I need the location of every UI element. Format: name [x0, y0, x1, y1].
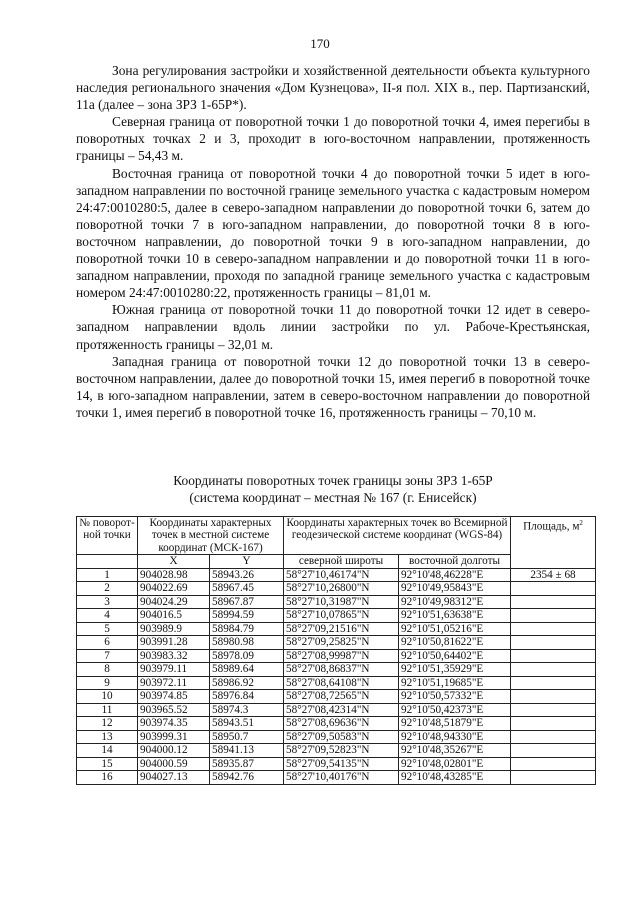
cell-longitude: 92°10'49,95843"E [399, 582, 511, 596]
cell-point-number: 12 [77, 717, 138, 731]
cell-point-number: 1 [77, 568, 138, 582]
table-row [77, 582, 596, 596]
cell-y: 58976.84 [210, 690, 284, 704]
cell-y: 58935.87 [210, 757, 284, 771]
table-row [77, 568, 596, 582]
header-y: Y [210, 555, 284, 568]
cell-longitude: 92°10'48,46228"E [399, 568, 511, 582]
cell-y: 58994.59 [210, 609, 284, 623]
table-row [77, 771, 596, 785]
cell-x: 903972.11 [138, 676, 210, 690]
cell-y: 58943.51 [210, 717, 284, 731]
cell-x: 904000.59 [138, 757, 210, 771]
cell-x: 904028.98 [138, 568, 210, 582]
paragraph-south-border: Южная граница от поворотной точки 11 до поворотной точки 12 идет в северо-западном направлении вдоль линии застройки по ул. Рабоче-Крестьянская, протяженность границы – 32,01 м. [76, 302, 590, 352]
cell-point-number: 8 [77, 663, 138, 677]
cell-area [511, 649, 596, 663]
cell-y: 58984.79 [210, 622, 284, 636]
cell-y: 58989.64 [210, 663, 284, 677]
cell-y: 58978.09 [210, 649, 284, 663]
cell-longitude: 92°10'48,02801"E [399, 757, 511, 771]
cell-point-number: 15 [77, 757, 138, 771]
cell-area [511, 730, 596, 744]
cell-area [511, 690, 596, 704]
cell-point-number: 9 [77, 676, 138, 690]
cell-point-number: 7 [77, 649, 138, 663]
cell-point-number: 6 [77, 636, 138, 650]
cell-point-number: 13 [77, 730, 138, 744]
cell-x: 903999.31 [138, 730, 210, 744]
cell-y: 58980.98 [210, 636, 284, 650]
header-point-number: № поворот-ной точки [77, 517, 138, 555]
cell-latitude: 58°27'08,86837"N [284, 663, 399, 677]
table-row [77, 757, 596, 771]
table-row [77, 703, 596, 717]
paragraph-north-border: Северная граница от поворотной точки 1 до поворотной точки 4, имея перегибы в поворотных точках 2 и 3, проходит в юго-восточном направлении, протяженность границы – 54,43 м. [76, 114, 590, 164]
table-row [77, 717, 596, 731]
table-row [77, 730, 596, 744]
cell-x: 904022.69 [138, 582, 210, 596]
cell-x: 903974.85 [138, 690, 210, 704]
document-body [76, 62, 590, 421]
cell-latitude: 58°27'08,42314"N [284, 703, 399, 717]
cell-longitude: 92°10'50,81622"E [399, 636, 511, 650]
cell-area [511, 757, 596, 771]
cell-x: 903979.11 [138, 663, 210, 677]
cell-x: 903974.35 [138, 717, 210, 731]
header-x: X [138, 555, 210, 568]
table-row [77, 636, 596, 650]
table-title [76, 472, 590, 506]
cell-x: 904000.12 [138, 744, 210, 758]
cell-latitude: 58°27'10,46174"N [284, 568, 399, 582]
cell-area [511, 676, 596, 690]
table-row [77, 690, 596, 704]
header-longitude: восточной долготы [399, 555, 511, 568]
cell-x: 904016.5 [138, 609, 210, 623]
table-row [77, 744, 596, 758]
cell-y: 58950.7 [210, 730, 284, 744]
cell-y: 58942.76 [210, 771, 284, 785]
cell-area: 2354 ± 68 [511, 568, 596, 582]
cell-point-number: 14 [77, 744, 138, 758]
header-latitude: северной широты [284, 555, 399, 568]
cell-latitude: 58°27'10,07865"N [284, 609, 399, 623]
page-number: 170 [310, 36, 330, 51]
paragraph-west-border: Западная граница от поворотной точки 12 до поворотной точки 13 в северо-восточном направлении, далее до поворотной точки 15, имея перегиб в поворотной точке 14, в юго-западном направлении, затем в северо-восточном направлении до поворотной точки 1, имея перегиб в поворотной точке 16, протяженность границы – 70,10 м. [76, 353, 590, 420]
cell-y: 58967.87 [210, 595, 284, 609]
cell-latitude: 58°27'10,31987"N [284, 595, 399, 609]
cell-point-number: 2 [77, 582, 138, 596]
cell-y: 58941.13 [210, 744, 284, 758]
cell-x: 904027.13 [138, 771, 210, 785]
cell-longitude: 92°10'51,35929"E [399, 663, 511, 677]
cell-area [511, 717, 596, 731]
cell-longitude: 92°10'49,98312"E [399, 595, 511, 609]
header-local-coords: Координаты характерных точек в местной системе координат (МСК-167) [138, 517, 284, 555]
cell-longitude: 92°10'50,42373"E [399, 703, 511, 717]
cell-longitude: 92°10'48,51879"E [399, 717, 511, 731]
cell-latitude: 58°27'10,40176"N [284, 771, 399, 785]
table-body [77, 568, 596, 784]
table-row [77, 649, 596, 663]
cell-point-number: 10 [77, 690, 138, 704]
cell-x: 903983.32 [138, 649, 210, 663]
cell-latitude: 58°27'09,21516"N [284, 622, 399, 636]
cell-x: 903991.28 [138, 636, 210, 650]
header-wgs-coords: Координаты характерных точек во Всемирной геодезической системе координат (WGS-84) [284, 517, 511, 555]
coordinates-table [76, 516, 596, 785]
cell-y: 58986.92 [210, 676, 284, 690]
cell-point-number: 4 [77, 609, 138, 623]
cell-x: 903965.52 [138, 703, 210, 717]
header-area-sup: 2 [579, 519, 583, 527]
table-title-line-2: (система координат – местная № 167 (г. Енисейск) [189, 490, 477, 505]
cell-area [511, 744, 596, 758]
cell-latitude: 58°27'08,64108"N [284, 676, 399, 690]
cell-longitude: 92°10'48,43285"E [399, 771, 511, 785]
cell-latitude: 58°27'09,52823"N [284, 744, 399, 758]
cell-area [511, 703, 596, 717]
table-row [77, 609, 596, 623]
cell-latitude: 58°27'09,25825"N [284, 636, 399, 650]
header-area-label: Площадь, м [523, 520, 580, 533]
cell-longitude: 92°10'48,35267"E [399, 744, 511, 758]
cell-area [511, 771, 596, 785]
cell-area [511, 663, 596, 677]
cell-latitude: 58°27'08,72565"N [284, 690, 399, 704]
cell-y: 58943.26 [210, 568, 284, 582]
cell-latitude: 58°27'09,50583"N [284, 730, 399, 744]
cell-longitude: 92°10'50,64402"E [399, 649, 511, 663]
table-row [77, 663, 596, 677]
cell-area [511, 595, 596, 609]
table-row [77, 622, 596, 636]
cell-x: 903989.9 [138, 622, 210, 636]
header-area [511, 517, 596, 569]
table-row [77, 595, 596, 609]
paragraph-east-border: Восточная граница от поворотной точки 4 до поворотной точки 5 идет в юго-западном направлении по восточной границе земельного участка с кадастровым номером 24:47:0010280:5, далее в северо-западном направлении до поворотной точки 6, затем до поворотной точки 7 в юго-западном направлении, до поворотной точки 8 в юго-восточном направлении, до поворотной точки 9 в юго-западном направлении, до поворотной точки 10 в северо-западном направлении и до поворотной точки 11 в юго-западном направлении, проходя по западной границе земельного участка с кадастровым номером 24:47:0010280:22, протяженность границы – 81,01 м. [76, 165, 590, 301]
header-point-number-spacer [77, 555, 138, 568]
cell-longitude: 92°10'51,05216"E [399, 622, 511, 636]
cell-latitude: 58°27'08,69636"N [284, 717, 399, 731]
table-row [77, 676, 596, 690]
cell-area [511, 622, 596, 636]
cell-x: 904024.29 [138, 595, 210, 609]
cell-point-number: 16 [77, 771, 138, 785]
table-title-line-1: Координаты поворотных точек границы зоны ЗРЗ 1-65Р [173, 473, 493, 488]
cell-longitude: 92°10'48,94330"E [399, 730, 511, 744]
cell-latitude: 58°27'10,26800"N [284, 582, 399, 596]
cell-y: 58974.3 [210, 703, 284, 717]
cell-point-number: 3 [77, 595, 138, 609]
cell-longitude: 92°10'51,63638"E [399, 609, 511, 623]
cell-area [511, 609, 596, 623]
cell-point-number: 11 [77, 703, 138, 717]
cell-y: 58967.45 [210, 582, 284, 596]
cell-longitude: 92°10'51,19685"E [399, 676, 511, 690]
cell-point-number: 5 [77, 622, 138, 636]
cell-latitude: 58°27'08,99987"N [284, 649, 399, 663]
cell-latitude: 58°27'09,54135"N [284, 757, 399, 771]
cell-area [511, 636, 596, 650]
paragraph-zone-description: Зона регулирования застройки и хозяйственной деятельности объекта культурного наследия регионального значения «Дом Кузнецова», II-я пол. XIX в., пер. Партизанский, 11а (далее – зона ЗРЗ 1-65Р*). [76, 63, 590, 113]
cell-area [511, 582, 596, 596]
cell-longitude: 92°10'50,57332"E [399, 690, 511, 704]
